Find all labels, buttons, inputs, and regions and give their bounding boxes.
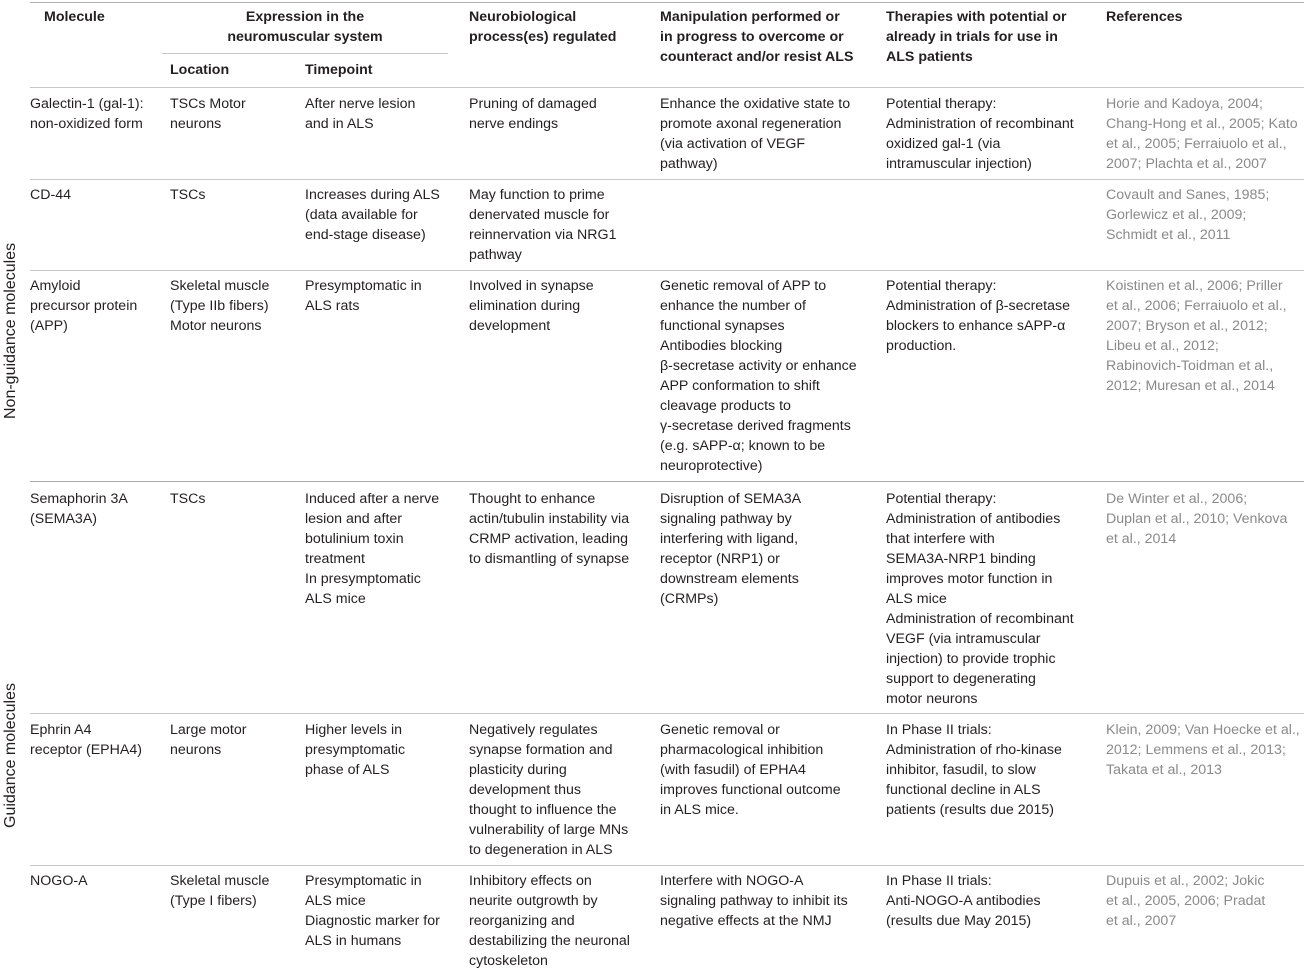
cell-molecule: Amyloid precursor protein (APP) bbox=[30, 278, 138, 334]
cell-timepoint: After nerve lesion and in ALS bbox=[305, 96, 416, 132]
cell-timepoint: Presymptomatic in ALS rats bbox=[305, 278, 422, 314]
header-bottom-rule bbox=[30, 87, 1304, 88]
cell-therapies: In Phase II trials: Anti-NOGO-A antibodies (results due May 2015) bbox=[886, 873, 1041, 929]
cell-therapies: Potential therapy: Administration of recombinant oxidized gal-1 (via intramuscular injection) bbox=[886, 96, 1074, 172]
row-divider bbox=[30, 713, 1304, 714]
header-references: References bbox=[1106, 9, 1183, 25]
cell-therapies: In Phase II trials: Administration of rho-kinase inhibitor, fasudil, to slow functional decline in ALS patients (results due 2015) bbox=[886, 722, 1062, 818]
cell-therapies: Potential therapy: Administration of β-secretase blockers to enhance sAPP-α production. bbox=[886, 278, 1071, 354]
cell-references: Koistinen et al., 2006; Priller et al., 2006; Ferraiuolo et al., 2007; Bryson et al., 2012; Libeu et al., 2012; Rabinovich-Toidman et al., 2012; Muresan et al., 2014 bbox=[1106, 278, 1287, 394]
cell-location: TSCs bbox=[170, 187, 206, 203]
cell-therapies: Potential therapy: Administration of antibodies that interfere with SEMA3A-NRP1 binding improves motor function in ALS mice Administration of recombinant VEGF (via intramuscular injection) to provide trophic support to degenerating motor neurons bbox=[886, 491, 1074, 707]
header-therapies: Therapies with potential or already in trials for use in ALS patients bbox=[886, 9, 1067, 65]
cell-process: Inhibitory effects on neurite outgrowth by reorganizing and destabilizing the neuronal cytoskeleton bbox=[469, 873, 630, 969]
cell-process: Thought to enhance actin/tubulin instability via CRMP activation, leading to dismantling of synapse bbox=[469, 491, 630, 567]
header-expression: Expression in the neuromuscular system bbox=[227, 9, 383, 45]
cell-references: De Winter et al., 2006; Duplan et al., 2010; Venkova et al., 2014 bbox=[1106, 491, 1288, 547]
cell-manipulation: Interfere with NOGO-A signaling pathway to inhibit its negative effects at the NMJ bbox=[660, 873, 848, 929]
header-timepoint: Timepoint bbox=[305, 62, 373, 78]
cell-location: TSCs Motor neurons bbox=[170, 96, 246, 132]
cell-manipulation: Genetic removal of APP to enhance the number of functional synapses Antibodies blocking β-secretase activity or enhance APP conformation to shift cleavage products to γ-secretase derived fragments (e.g. sAPP-α; known to be neuroprotective) bbox=[660, 278, 857, 474]
cell-references: Horie and Kadoya, 2004; Chang-Hong et al., 2005; Kato et al., 2005; Ferraiuolo et al., 2007; Plachta et al., 2007 bbox=[1106, 96, 1298, 172]
cell-process: Negatively regulates synapse formation and plasticity during development thus thought to influence the vulnerability of large MNs to degeneration in ALS bbox=[469, 722, 629, 858]
cell-molecule: Galectin-1 (gal-1): non-oxidized form bbox=[30, 96, 144, 132]
group-label-guidance: Guidance molecules bbox=[2, 683, 19, 828]
cell-process: Involved in synapse elimination during development bbox=[469, 278, 594, 334]
cell-timepoint: Presymptomatic in ALS mice Diagnostic marker for ALS in humans bbox=[305, 873, 440, 949]
cell-molecule: CD-44 bbox=[30, 187, 71, 203]
cell-manipulation: Enhance the oxidative state to promote axonal regeneration (via activation of VEGF pathway) bbox=[660, 96, 851, 172]
group-label-non-guidance: Non-guidance molecules bbox=[2, 242, 19, 419]
cell-molecule: Ephrin A4 receptor (EPHA4) bbox=[30, 722, 142, 758]
cell-location: Skeletal muscle (Type I fibers) bbox=[170, 873, 270, 909]
cell-references: Dupuis et al., 2002; Jokic et al., 2005, 2006; Pradat et al., 2007 bbox=[1106, 873, 1266, 929]
header-location: Location bbox=[170, 62, 230, 78]
cell-location: Skeletal muscle (Type IIb fibers) Motor neurons bbox=[170, 278, 270, 334]
row-divider bbox=[30, 865, 1304, 866]
header-molecule: Molecule bbox=[44, 9, 105, 25]
cell-manipulation: Genetic removal or pharmacological inhibition (with fasudil) of EPHA4 improves functional outcome in ALS mice. bbox=[660, 722, 841, 818]
row-divider bbox=[30, 179, 1304, 180]
cell-manipulation: Disruption of SEMA3A signaling pathway by interfering with ligand, receptor (NRP1) or downstream elements (CRMPs) bbox=[660, 491, 802, 607]
table-top-rule bbox=[30, 2, 1304, 3]
cell-location: TSCs bbox=[170, 491, 206, 507]
header-process: Neurobiological process(es) regulated bbox=[469, 9, 617, 45]
cell-references: Covault and Sanes, 1985; Gorlewicz et al., 2009; Schmidt et al., 2011 bbox=[1106, 187, 1270, 243]
cell-molecule: Semaphorin 3A (SEMA3A) bbox=[30, 491, 128, 527]
cell-references: Klein, 2009; Van Hoecke et al., 2012; Lemmens et al., 2013; Takata et al., 2013 bbox=[1106, 722, 1300, 778]
cell-timepoint: Higher levels in presymptomatic phase of ALS bbox=[305, 722, 406, 778]
cell-location: Large motor neurons bbox=[170, 722, 247, 758]
cell-timepoint: Increases during ALS (data available for end-stage disease) bbox=[305, 187, 440, 243]
expression-subheader-rule bbox=[162, 53, 448, 54]
cell-process: May function to prime denervated muscle for reinnervation via NRG1 pathway bbox=[469, 187, 617, 263]
group-divider bbox=[30, 481, 1304, 482]
cell-process: Pruning of damaged nerve endings bbox=[469, 96, 597, 132]
cell-molecule: NOGO-A bbox=[30, 873, 88, 889]
row-divider bbox=[30, 270, 1304, 271]
header-manipulation: Manipulation performed or in progress to overcome or counteract and/or resist ALS bbox=[660, 9, 854, 65]
cell-timepoint: Induced after a nerve lesion and after botulinium toxin treatment In presymptomatic ALS mice bbox=[305, 491, 440, 607]
